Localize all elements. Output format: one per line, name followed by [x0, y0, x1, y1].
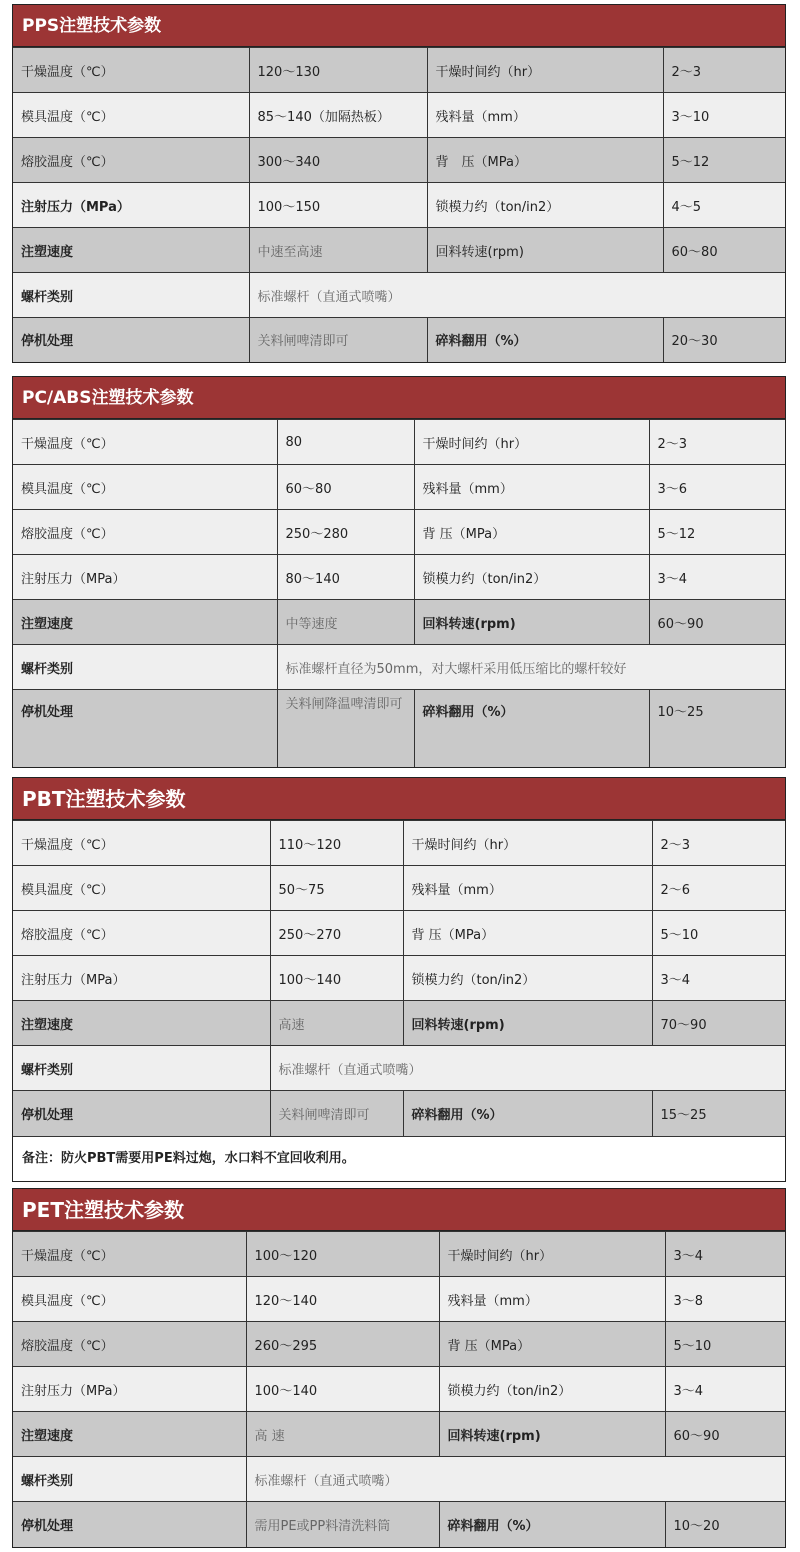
param-label: 锁模力约（ton/in2）	[414, 555, 649, 600]
param-value: 3～4	[652, 956, 785, 1001]
param-label: 停机处理	[13, 318, 249, 362]
param-label: 模具温度（℃）	[13, 866, 270, 911]
param-value: 100～140	[270, 956, 403, 1001]
param-value: 260～295	[246, 1322, 439, 1367]
table-row	[13, 318, 785, 362]
param-label: 干燥时间约（hr）	[427, 48, 663, 93]
param-label: 熔胶温度（℃）	[13, 138, 249, 183]
param-value: 3～4	[665, 1367, 785, 1412]
table-row	[13, 48, 785, 93]
section-title: PBT注塑技术参数	[13, 778, 785, 820]
param-value: 5～12	[649, 510, 785, 555]
table-row	[13, 228, 785, 273]
param-label: 注射压力（MPa）	[13, 1367, 246, 1412]
section-title: PC/ABS注塑技术参数	[13, 377, 785, 419]
param-value: 60～80	[277, 465, 414, 510]
table-row	[13, 866, 785, 911]
table-row	[13, 600, 785, 645]
param-value: 关料闸降温啤清即可	[277, 690, 414, 767]
param-value: 高 速	[246, 1412, 439, 1457]
table-row	[13, 555, 785, 600]
section-title: PPS注塑技术参数	[13, 5, 785, 47]
param-value: 3～10	[663, 93, 785, 138]
param-label: 锁模力约（ton/in2）	[427, 183, 663, 228]
table-row	[13, 1091, 785, 1136]
param-value: 15～25	[652, 1091, 785, 1136]
param-label: 背 压（MPa）	[427, 138, 663, 183]
param-label: 模具温度（℃）	[13, 1277, 246, 1322]
section-pps	[12, 4, 786, 363]
table-row	[13, 1277, 785, 1322]
table-row	[13, 1322, 785, 1367]
param-label: 碎料翻用（%）	[414, 690, 649, 767]
section-title: PET注塑技术参数	[13, 1189, 785, 1231]
param-value: 关料闸啤清即可	[249, 318, 427, 362]
param-value: 中等速度	[277, 600, 414, 645]
param-label: 干燥时间约（hr）	[403, 821, 652, 866]
param-value: 标准螺杆直径为50mm，对大螺杆采用低压缩比的螺杆较好	[277, 645, 785, 690]
param-value: 80	[277, 420, 414, 465]
param-value: 100～150	[249, 183, 427, 228]
param-value: 70～90	[652, 1001, 785, 1046]
param-label: 注射压力（MPa）	[13, 956, 270, 1001]
param-value: 3～4	[665, 1232, 785, 1277]
param-value: 20～30	[663, 318, 785, 362]
param-label: 螺杆类别	[13, 273, 249, 318]
param-value: 300～340	[249, 138, 427, 183]
table-row	[13, 1412, 785, 1457]
param-value: 3～6	[649, 465, 785, 510]
param-value: 4～5	[663, 183, 785, 228]
table-row	[13, 273, 785, 318]
param-label: 注塑速度	[13, 1001, 270, 1046]
param-label: 螺杆类别	[13, 1457, 246, 1502]
param-label: 锁模力约（ton/in2）	[403, 956, 652, 1001]
param-label: 注塑速度	[13, 600, 277, 645]
param-label: 螺杆类别	[13, 645, 277, 690]
param-value: 标准螺杆（直通式喷嘴）	[249, 273, 785, 318]
table-row	[13, 1457, 785, 1502]
table-row	[13, 510, 785, 555]
param-value: 5～10	[665, 1322, 785, 1367]
param-value: 85～140（加隔热板）	[249, 93, 427, 138]
param-label: 干燥温度（℃）	[13, 420, 277, 465]
param-label: 回料转速(rpm)	[427, 228, 663, 273]
param-label: 残料量（mm）	[403, 866, 652, 911]
param-label: 干燥时间约（hr）	[439, 1232, 665, 1277]
param-label: 背 压（MPa）	[414, 510, 649, 555]
param-value: 2～3	[663, 48, 785, 93]
param-value: 100～140	[246, 1367, 439, 1412]
param-label: 停机处理	[13, 1091, 270, 1136]
params-table	[13, 820, 785, 1136]
param-label: 熔胶温度（℃）	[13, 911, 270, 956]
param-value: 5～12	[663, 138, 785, 183]
table-row	[13, 911, 785, 956]
param-value: 110～120	[270, 821, 403, 866]
param-label: 干燥温度（℃）	[13, 1232, 246, 1277]
param-label: 停机处理	[13, 690, 277, 767]
param-value: 10～25	[649, 690, 785, 767]
param-label: 熔胶温度（℃）	[13, 510, 277, 555]
param-label: 干燥温度（℃）	[13, 48, 249, 93]
param-value: 标准螺杆（直通式喷嘴）	[270, 1046, 785, 1091]
param-value: 标准螺杆（直通式喷嘴）	[246, 1457, 785, 1502]
table-row	[13, 183, 785, 228]
param-value: 60～90	[665, 1412, 785, 1457]
param-value: 中速至高速	[249, 228, 427, 273]
table-row	[13, 1046, 785, 1091]
table-row	[13, 1232, 785, 1277]
table-row	[13, 1001, 785, 1046]
table-row	[13, 1502, 785, 1547]
param-label: 注塑速度	[13, 1412, 246, 1457]
param-value: 3～4	[649, 555, 785, 600]
param-value: 120～140	[246, 1277, 439, 1322]
table-row	[13, 690, 785, 767]
params-table	[13, 1231, 785, 1547]
param-value: 2～3	[649, 420, 785, 465]
param-label: 注射压力（MPa）	[13, 555, 277, 600]
param-value: 5～10	[652, 911, 785, 956]
param-label: 锁模力约（ton/in2）	[439, 1367, 665, 1412]
param-value: 250～280	[277, 510, 414, 555]
param-label: 干燥时间约（hr）	[414, 420, 649, 465]
table-row	[13, 465, 785, 510]
table-row	[13, 956, 785, 1001]
param-label: 回料转速(rpm)	[414, 600, 649, 645]
params-table	[13, 47, 785, 362]
param-value: 60～80	[663, 228, 785, 273]
param-value: 120～130	[249, 48, 427, 93]
param-label: 残料量（mm）	[414, 465, 649, 510]
param-label: 背 压（MPa）	[439, 1322, 665, 1367]
param-value: 高速	[270, 1001, 403, 1046]
table-row	[13, 821, 785, 866]
param-value: 250～270	[270, 911, 403, 956]
param-label: 残料量（mm）	[427, 93, 663, 138]
param-label: 螺杆类别	[13, 1046, 270, 1091]
param-label: 模具温度（℃）	[13, 465, 277, 510]
param-value: 50～75	[270, 866, 403, 911]
table-row	[13, 93, 785, 138]
param-label: 碎料翻用（%）	[439, 1502, 665, 1547]
param-value: 10～20	[665, 1502, 785, 1547]
param-label: 碎料翻用（%）	[427, 318, 663, 362]
param-label: 背 压（MPa）	[403, 911, 652, 956]
param-value: 60～90	[649, 600, 785, 645]
param-value: 关料闸啤清即可	[270, 1091, 403, 1136]
params-table	[13, 419, 785, 767]
param-label: 残料量（mm）	[439, 1277, 665, 1322]
param-label: 停机处理	[13, 1502, 246, 1547]
param-value: 2～6	[652, 866, 785, 911]
param-label: 模具温度（℃）	[13, 93, 249, 138]
table-row	[13, 420, 785, 465]
param-value: 需用PE或PP料清洗料筒	[246, 1502, 439, 1547]
param-value: 100～120	[246, 1232, 439, 1277]
table-row	[13, 1367, 785, 1412]
param-label: 干燥温度（℃）	[13, 821, 270, 866]
param-label: 注射压力（MPa）	[13, 183, 249, 228]
param-label: 熔胶温度（℃）	[13, 1322, 246, 1367]
table-row	[13, 645, 785, 690]
table-row	[13, 138, 785, 183]
param-label: 碎料翻用（%）	[403, 1091, 652, 1136]
section-pc-abs	[12, 376, 786, 768]
param-label: 回料转速(rpm)	[439, 1412, 665, 1457]
param-value: 3～8	[665, 1277, 785, 1322]
section-note: 备注：防火PBT需要用PE料过炮，水口料不宜回收利用。	[13, 1136, 785, 1181]
param-label: 注塑速度	[13, 228, 249, 273]
param-value: 2～3	[652, 821, 785, 866]
param-label: 回料转速(rpm)	[403, 1001, 652, 1046]
section-pbt	[12, 777, 786, 1182]
param-value: 80～140	[277, 555, 414, 600]
section-pet	[12, 1188, 786, 1548]
